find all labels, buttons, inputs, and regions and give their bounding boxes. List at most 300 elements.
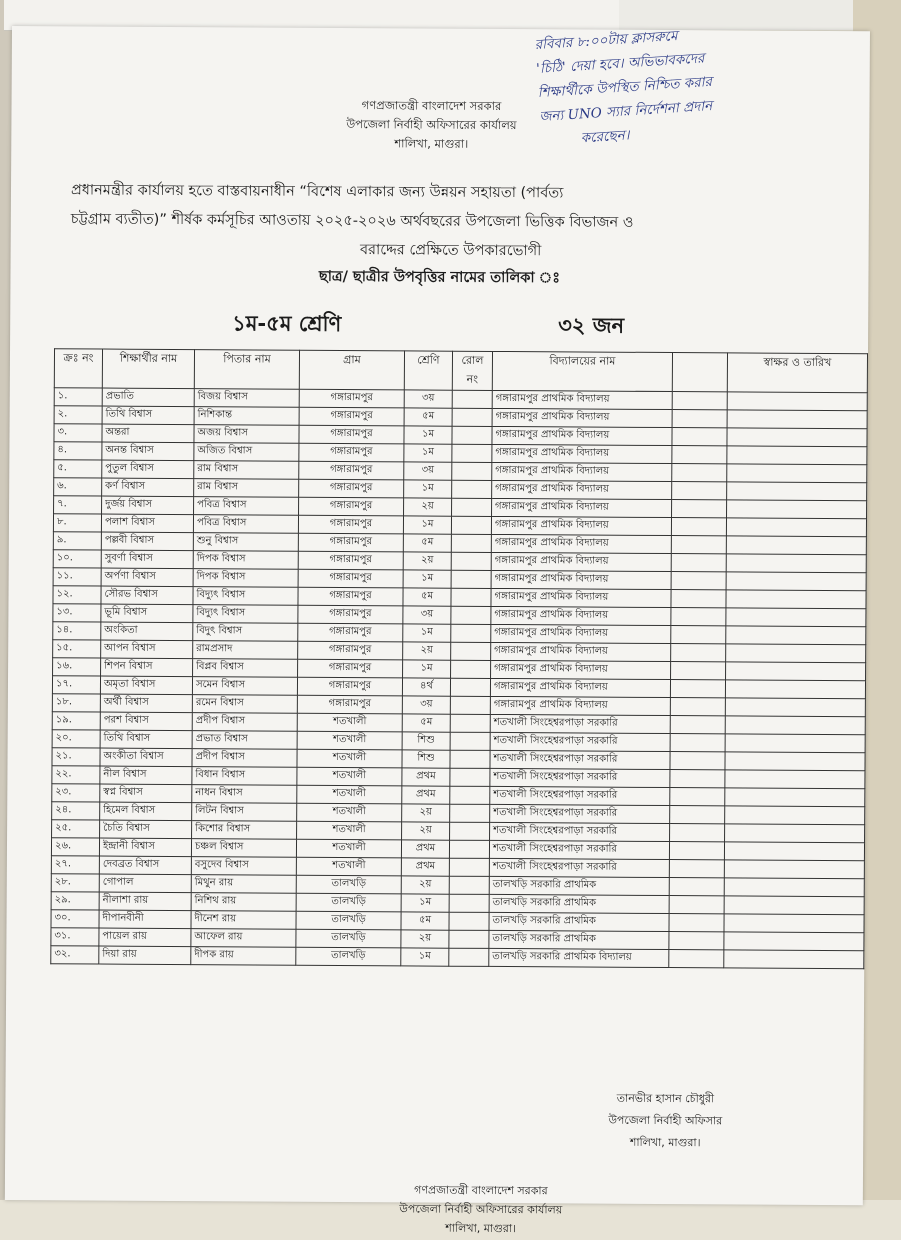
cell-village: শতখালী — [296, 839, 401, 858]
cell-school-name: গঙ্গারামপুর প্রাথমিক বিদ্যালয় — [491, 534, 671, 553]
cell-student-name: পলাশ বিশ্বাস — [101, 514, 193, 533]
cell-signature — [724, 860, 864, 879]
cell-village: তালখড়ি — [296, 929, 401, 948]
cell-student-name: সৌরভ বিশ্বাস — [101, 586, 193, 605]
cell-class: ৩য় — [404, 462, 452, 480]
cell-student-name: তিথি বিশ্বাস — [102, 406, 194, 425]
cell-student-name: দুর্জয় বিশ্বাস — [102, 496, 194, 515]
cell-roll — [452, 426, 492, 444]
cell-blank — [669, 842, 724, 860]
cell-serial: ৪. — [54, 442, 102, 460]
cell-student-name: শিপন বিশ্বাস — [101, 658, 193, 677]
cell-serial: ১৮. — [52, 694, 100, 712]
cell-serial: ২৩. — [52, 784, 100, 802]
cell-roll — [451, 624, 491, 642]
cell-roll — [451, 660, 491, 678]
cell-roll — [452, 444, 492, 462]
cell-serial: ৩১. — [51, 928, 99, 946]
cell-student-name: অংকিতা — [101, 622, 193, 641]
cell-village: গঙ্গারামপুর — [299, 407, 404, 426]
class-range-label: ১ম-৫ম শ্রেণি — [232, 311, 342, 337]
cell-blank — [672, 500, 727, 518]
cell-school-name: গঙ্গারামপুর প্রাথমিক বিদ্যালয় — [491, 552, 671, 571]
cell-school-name: গঙ্গারামপুর প্রাথমিক বিদ্যালয় — [492, 408, 672, 427]
cell-blank — [672, 428, 727, 446]
cell-signature — [727, 464, 867, 483]
cell-blank — [671, 644, 726, 662]
cell-village: গঙ্গারামপুর — [299, 443, 404, 462]
cell-class: শিশু — [402, 732, 450, 750]
cell-signature — [724, 950, 864, 969]
beneficiary-table — [50, 348, 868, 969]
notice-title — [71, 176, 832, 268]
cell-serial: ২২. — [52, 766, 100, 784]
cell-signature — [725, 734, 865, 753]
cell-signature — [724, 932, 864, 951]
title-line-3: বরাদ্দের প্রেক্ষিতে উপকারভোগী — [359, 242, 542, 260]
cell-roll — [452, 390, 492, 408]
cell-father-name: বসুদেব বিশ্বাস — [191, 857, 296, 876]
cell-village: গঙ্গারামপুর — [299, 497, 404, 516]
cell-student-name: তিথি বিশ্বাস — [100, 730, 192, 749]
cell-roll — [451, 516, 491, 534]
cell-class: ৫ম — [403, 534, 451, 552]
cell-father-name: অজয় বিশ্বাস — [194, 425, 299, 444]
seal-line-3: শালিখা, মাগুরা। — [445, 1221, 517, 1236]
cell-roll — [452, 408, 492, 426]
cell-village: শতখালী — [297, 713, 402, 732]
cell-signature — [726, 644, 866, 663]
cell-serial: ১. — [54, 388, 102, 406]
cell-class: ২য় — [402, 822, 450, 840]
cell-roll — [449, 930, 489, 948]
cell-village: শতখালী — [297, 731, 402, 750]
cell-village: তালখড়ি — [296, 947, 401, 966]
cell-blank — [670, 824, 725, 842]
cell-roll — [450, 804, 490, 822]
cell-signature — [725, 788, 865, 807]
cell-signature — [725, 680, 865, 699]
cell-father-name: বিপ্লব বিশ্বাস — [193, 659, 298, 678]
cell-blank — [670, 770, 725, 788]
cell-village: গঙ্গারামপুর — [298, 623, 403, 642]
cell-signature — [726, 626, 866, 645]
cell-school-name: গঙ্গারামপুর প্রাথমিক বিদ্যালয় — [491, 660, 671, 679]
cell-class: প্রথম — [402, 786, 450, 804]
cell-school-name: শতখালী সিংহেশ্বরপাড়া সরকারি — [490, 786, 670, 805]
cell-blank — [671, 554, 726, 572]
cell-father-name: নিশিথ রায় — [191, 893, 296, 912]
cell-roll — [450, 732, 490, 750]
cell-signature — [725, 770, 865, 789]
handwritten-line-2: 'চিঠি' দেয়া হবে। অভিভাবকদের — [535, 50, 705, 78]
cell-blank — [670, 734, 725, 752]
cell-school-name: তালখড়ি সরকারি প্রাথমিক — [489, 930, 669, 949]
cell-class: ৫ম — [404, 408, 452, 426]
cell-roll — [450, 822, 490, 840]
cell-village: শতখালী — [297, 785, 402, 804]
cell-roll — [452, 462, 492, 480]
officer-place: শালিখা, মাগুরা। — [629, 1135, 701, 1150]
cell-student-name: সুবর্ণা বিশ্বাস — [101, 550, 193, 569]
cell-class: ৪র্থ — [402, 678, 450, 696]
cell-student-name: অন্তরা — [102, 424, 194, 443]
cell-school-name: শতখালী সিংহেশ্বরপাড়া সরকারি — [490, 768, 670, 787]
cell-father-name: নাধন বিশ্বাস — [192, 785, 297, 804]
cell-signature — [726, 608, 866, 627]
handwritten-note — [534, 12, 881, 153]
cell-father-name: বিধান বিশ্বাস — [192, 767, 297, 786]
cell-father-name: দিপক বিশ্বাস — [193, 569, 298, 588]
cell-class: ২য় — [401, 876, 449, 894]
cell-signature — [725, 698, 865, 717]
cell-signature — [725, 806, 865, 825]
cell-student-name: আপন বিশ্বাস — [101, 640, 193, 659]
cell-father-name: রাম বিশ্বাস — [194, 461, 299, 480]
cell-blank — [669, 932, 724, 950]
cell-father-name: লিটন বিশ্বাস — [192, 803, 297, 822]
cell-roll — [452, 498, 492, 516]
cell-school-name: গঙ্গারামপুর প্রাথমিক বিদ্যালয় — [492, 462, 672, 481]
cell-school-name: গঙ্গারামপুর প্রাথমিক বিদ্যালয় — [491, 588, 671, 607]
cell-serial: ২৬. — [51, 838, 99, 856]
cell-class: ৫ম — [402, 714, 450, 732]
cell-father-name: বিজয় বিশ্বাস — [194, 389, 299, 408]
cell-student-name: ভূমি বিশ্বাস — [101, 604, 193, 623]
header-blank — [672, 353, 727, 392]
cell-serial: ১৩. — [53, 604, 101, 622]
cell-class: প্রথম — [402, 768, 450, 786]
cell-signature — [724, 896, 864, 915]
cell-village: গঙ্গারামপুর — [299, 425, 404, 444]
header-roll: রোল নং — [452, 351, 492, 390]
cell-village: শতখালী — [297, 749, 402, 768]
cell-serial: ১৪. — [53, 622, 101, 640]
table-body — [51, 388, 868, 969]
cell-student-name: পরশ বিশ্বাস — [100, 712, 192, 731]
cell-class: ৩য় — [402, 696, 450, 714]
cell-class: ২য় — [403, 642, 451, 660]
header-student-name: শিক্ষার্থীর নাম — [102, 349, 194, 389]
cell-signature — [726, 572, 866, 591]
cell-school-name: শতখালী সিংহেশ্বরপাড়া সরকারি — [490, 732, 670, 751]
cell-blank — [671, 518, 726, 536]
cell-village: গঙ্গারামপুর — [298, 587, 403, 606]
cell-village: গঙ্গারামপুর — [299, 479, 404, 498]
cell-roll — [449, 840, 489, 858]
cell-class: প্রথম — [401, 858, 449, 876]
table-header-row — [54, 349, 867, 393]
cell-student-name: অংকীতা বিশ্বাস — [100, 748, 192, 767]
cell-blank — [669, 860, 724, 878]
cell-father-name: দিপক বিশ্বাস — [193, 551, 298, 570]
cell-school-name: গঙ্গারামপুর প্রাথমিক বিদ্যালয় — [490, 678, 670, 697]
cell-serial: ১৫. — [53, 640, 101, 658]
cell-signature — [724, 914, 864, 933]
cell-blank — [669, 896, 724, 914]
cell-blank — [672, 446, 727, 464]
cell-village: তালখড়ি — [296, 893, 401, 912]
cell-signature — [727, 500, 867, 519]
cell-roll — [451, 534, 491, 552]
cell-blank — [670, 788, 725, 806]
cell-roll — [449, 894, 489, 912]
title-line-1: প্রধানমন্ত্রীর কার্যালয় হতে বাস্তবায়নাধীন “বিশেষ এলাকার জন্য উন্নয়ন সহায়তা (পার্বত্য — [70, 182, 564, 202]
cell-school-name: গঙ্গারামপুর প্রাথমিক বিদ্যালয় — [490, 696, 670, 715]
cell-serial: ১৬. — [53, 658, 101, 676]
cell-serial: ২৯. — [51, 892, 99, 910]
cell-blank — [672, 464, 727, 482]
cell-signature — [724, 842, 864, 861]
cell-blank — [669, 914, 724, 932]
cell-father-name: শুনু বিশ্বাস — [193, 533, 298, 552]
cell-roll — [451, 642, 491, 660]
cell-father-name: দীনেশ রায় — [191, 911, 296, 930]
cell-student-name: পল্লবী বিশ্বাস — [101, 532, 193, 551]
cell-student-name: ইন্দ্রানী বিশ্বাস — [99, 838, 191, 857]
cell-father-name: নিশিকান্ত — [194, 407, 299, 426]
cell-class: ৫ম — [401, 912, 449, 930]
cell-school-name: তালখড়ি সরকারি প্রাথমিক বিদ্যালয় — [489, 948, 669, 967]
cell-school-name: গঙ্গারামপুর প্রাথমিক বিদ্যালয় — [492, 426, 672, 445]
cell-class: ২য় — [404, 498, 452, 516]
cell-village: গঙ্গারামপুর — [297, 677, 402, 696]
cell-blank — [670, 752, 725, 770]
table-row — [51, 946, 864, 969]
seal-line-1: গণপ্রজাতন্ত্রী বাংলাদেশ সরকার — [414, 1183, 548, 1198]
cell-blank — [672, 482, 727, 500]
cell-student-name: অমৃতা বিশ্বাস — [100, 676, 192, 695]
cell-class: ১ম — [403, 516, 451, 534]
handwritten-line-3: শিক্ষার্থীকে উপস্থিত নিশ্চিত করার — [537, 73, 713, 102]
cell-blank — [672, 392, 727, 410]
cell-student-name: অনন্ত বিশ্বাস — [102, 442, 194, 461]
cell-student-name: দিয়া রায় — [99, 946, 191, 965]
handwritten-line-5: করেছেন। — [580, 127, 630, 147]
seal-line-2: উপজেলা নির্বাহী অফিসারের কার্যালয় — [399, 1202, 563, 1217]
cell-school-name: গঙ্গারামপুর প্রাথমিক বিদ্যালয় — [492, 444, 672, 463]
cell-serial: ৭. — [54, 496, 102, 514]
cell-father-name: বিদুৎ বিশ্বাস — [193, 623, 298, 642]
cell-father-name: অজিত বিশ্বাস — [194, 443, 299, 462]
cell-signature — [726, 536, 866, 555]
cell-student-name: প্রভাতি — [102, 388, 194, 407]
cell-roll — [450, 714, 490, 732]
cell-signature — [727, 392, 867, 411]
cell-student-name: নীল বিশ্বাস — [100, 766, 192, 785]
cell-serial: ২০. — [52, 730, 100, 748]
cell-school-name: গঙ্গারামপুর প্রাথমিক বিদ্যালয় — [491, 606, 671, 625]
cell-signature — [725, 716, 865, 735]
cell-father-name: মিথুন রায় — [191, 875, 296, 894]
cell-school-name: গঙ্গারামপুর প্রাথমিক বিদ্যালয় — [491, 624, 671, 643]
cell-village: শতখালী — [297, 767, 402, 786]
cell-father-name: প্রভাত বিশ্বাস — [192, 731, 297, 750]
cell-student-name: পুতুল বিশ্বাস — [102, 460, 194, 479]
cell-village: গঙ্গারামপুর — [299, 461, 404, 480]
cell-serial: ২. — [54, 406, 102, 424]
cell-student-name: অর্পণা বিশ্বাস — [101, 568, 193, 587]
cell-signature — [726, 518, 866, 537]
cell-school-name: গঙ্গারামপুর প্রাথমিক বিদ্যালয় — [492, 498, 672, 517]
cell-class: ১ম — [404, 480, 452, 498]
cell-roll — [449, 912, 489, 930]
cell-school-name: শতখালী সিংহেশ্বরপাড়া সরকারি — [489, 840, 669, 859]
cell-school-name: তালখড়ি সরকারি প্রাথমিক — [489, 876, 669, 895]
officer-designation: উপজেলা নির্বাহী অফিসার — [608, 1113, 723, 1128]
cell-roll — [450, 696, 490, 714]
cell-father-name: রামপ্রসাদ — [193, 641, 298, 660]
cell-signature — [725, 752, 865, 771]
cell-serial: ১৯. — [52, 712, 100, 730]
cell-village: গঙ্গারামপুর — [298, 641, 403, 660]
header-class: শ্রেণি — [404, 351, 452, 390]
cell-father-name: সমেন বিশ্বাস — [192, 677, 297, 696]
notice-sheet — [5, 26, 870, 1236]
cell-class: ৩য় — [403, 606, 451, 624]
cell-father-name: রাম বিশ্বাস — [194, 479, 299, 498]
cell-father-name: রমেন বিশ্বাস — [192, 695, 297, 714]
cell-serial: ১১. — [53, 568, 101, 586]
cell-blank — [669, 878, 724, 896]
header-line-3: শালিখা, মাগুরা। — [394, 136, 469, 151]
cell-student-name: স্বপ্ন বিশ্বাস — [100, 784, 192, 803]
cell-father-name: প্রদীপ বিশ্বাস — [192, 713, 297, 732]
cell-student-name: দীপানবীনী — [99, 910, 191, 929]
office-header — [291, 96, 571, 155]
cell-roll — [451, 552, 491, 570]
header-village: গ্রাম — [299, 350, 404, 390]
cell-blank — [670, 806, 725, 824]
cell-student-name: দেবব্রত বিশ্বাস — [99, 856, 191, 875]
cell-village: গঙ্গারামপুর — [298, 533, 403, 552]
cell-serial: ৫. — [54, 460, 102, 478]
cell-school-name: গঙ্গারামপুর প্রাথমিক বিদ্যালয় — [492, 390, 672, 409]
cell-village: গঙ্গারামপুর — [298, 551, 403, 570]
cell-blank — [671, 662, 726, 680]
cell-student-name: চৈতি বিশ্বাস — [100, 820, 192, 839]
cell-roll — [450, 768, 490, 786]
cell-father-name: বিদ্যুৎ বিশ্বাস — [193, 587, 298, 606]
cell-class: ৩য় — [404, 390, 452, 408]
cell-school-name: শতখালী সিংহেশ্বরপাড়া সরকারি — [490, 804, 670, 823]
cell-roll — [452, 480, 492, 498]
cell-class: ১ম — [403, 570, 451, 588]
cell-serial: ৬. — [54, 478, 102, 496]
cell-serial: ২৭. — [51, 856, 99, 874]
cell-village: শতখালী — [297, 803, 402, 822]
cell-school-name: তালখড়ি সরকারি প্রাথমিক — [489, 912, 669, 931]
cell-village: গঙ্গারামপুর — [299, 389, 404, 408]
beneficiary-count-label: ৩২ জন — [558, 313, 625, 338]
cell-class: ২য় — [402, 804, 450, 822]
cell-class: ১ম — [404, 444, 452, 462]
cell-father-name: কিশোর বিশ্বাস — [192, 821, 297, 840]
officer-signature-block — [565, 1087, 765, 1154]
cell-village: গঙ্গারামপুর — [298, 515, 403, 534]
cell-signature — [727, 446, 867, 465]
cell-father-name: দীপক রায় — [191, 947, 296, 966]
handwritten-line-1: রবিবার ৮:০০টায় ক্লাসরুমে — [534, 28, 678, 54]
cell-serial: ২৫. — [52, 820, 100, 838]
cell-class: ১ম — [403, 624, 451, 642]
handwritten-line-4: জন্য UNO স্যার নির্দেশনা প্রদান — [538, 98, 713, 126]
office-seal — [351, 1180, 611, 1239]
cell-serial: ৮. — [53, 514, 101, 532]
cell-student-name: কর্ণ বিশ্বাস — [102, 478, 194, 497]
cell-school-name: গঙ্গারামপুর প্রাথমিক বিদ্যালয় — [491, 642, 671, 661]
cell-roll — [450, 678, 490, 696]
cell-class: ১ম — [403, 660, 451, 678]
cell-serial: ২৪. — [52, 802, 100, 820]
cell-signature — [726, 554, 866, 573]
cell-blank — [671, 626, 726, 644]
cell-signature — [725, 824, 865, 843]
cell-serial: ৯. — [53, 532, 101, 550]
cell-blank — [671, 536, 726, 554]
cell-signature — [727, 482, 867, 501]
cell-blank — [669, 950, 724, 968]
cell-signature — [726, 590, 866, 609]
cell-school-name: শতখালী সিংহেশ্বরপাড়া সরকারি — [490, 822, 670, 841]
cell-class: প্রথম — [401, 840, 449, 858]
header-school-name: বিদ্যালয়ের নাম — [492, 351, 672, 391]
cell-class: ১ম — [401, 948, 449, 966]
cell-village: গঙ্গারামপুর — [298, 659, 403, 678]
header-father-name: পিতার নাম — [194, 350, 299, 390]
cell-school-name: শতখালী সিংহেশ্বরপাড়া সরকারি — [490, 750, 670, 769]
cell-serial: ৩২. — [51, 946, 99, 964]
cell-roll — [451, 570, 491, 588]
cell-blank — [670, 680, 725, 698]
header-line-2: উপজেলা নির্বাহী অফিসারের কার্যালয় — [346, 117, 517, 133]
header-line-1: গণপ্রজাতন্ত্রী বাংলাদেশ সরকার — [361, 98, 502, 113]
cell-roll — [449, 858, 489, 876]
cell-village: গঙ্গারামপুর — [298, 605, 403, 624]
cell-roll — [451, 606, 491, 624]
cell-roll — [449, 876, 489, 894]
cell-blank — [670, 698, 725, 716]
cell-father-name: চঞ্চল বিশ্বাস — [191, 839, 296, 858]
cell-signature — [726, 662, 866, 681]
cell-blank — [670, 716, 725, 734]
cell-student-name: অর্থী বিশ্বাস — [100, 694, 192, 713]
title-line-2: চট্টগ্রাম ব্যতীত)” শীর্ষক কর্মসূচির আওতায় ২০২৫-২০২৬ অর্থবছরের উপজেলা ভিত্তিক বিভাজন ও — [70, 211, 634, 231]
cell-roll — [450, 786, 490, 804]
cell-student-name: গোপাল — [99, 874, 191, 893]
cell-school-name: শতখালী সিংহেশ্বরপাড়া সরকারি — [489, 858, 669, 877]
cell-student-name: হিমেল বিশ্বাস — [100, 802, 192, 821]
cell-roll — [450, 750, 490, 768]
cell-roll — [449, 948, 489, 966]
cell-student-name: নীলাশা রায় — [99, 892, 191, 911]
cell-class: ৫ম — [403, 588, 451, 606]
cell-father-name: বিদ্যুৎ বিশ্বাস — [193, 605, 298, 624]
list-subtitle: ছাত্র/ ছাত্রীর উপবৃত্তির নামের তালিকা ঃ — [318, 268, 561, 287]
cell-village: শতখালী — [296, 857, 401, 876]
cell-roll — [451, 588, 491, 606]
cell-village: শতখালী — [297, 821, 402, 840]
cell-signature — [724, 878, 864, 897]
cell-school-name: গঙ্গারামপুর প্রাথমিক বিদ্যালয় — [491, 516, 671, 535]
cell-school-name: শতখালী সিংহেশ্বরপাড়া সরকারি — [490, 714, 670, 733]
cell-school-name: গঙ্গারামপুর প্রাথমিক বিদ্যালয় — [492, 480, 672, 499]
cell-signature — [727, 410, 867, 429]
cell-village: তালখড়ি — [296, 875, 401, 894]
cell-class: ১ম — [401, 894, 449, 912]
cell-student-name: পায়েল রায় — [99, 928, 191, 947]
cell-class: ২য় — [403, 552, 451, 570]
